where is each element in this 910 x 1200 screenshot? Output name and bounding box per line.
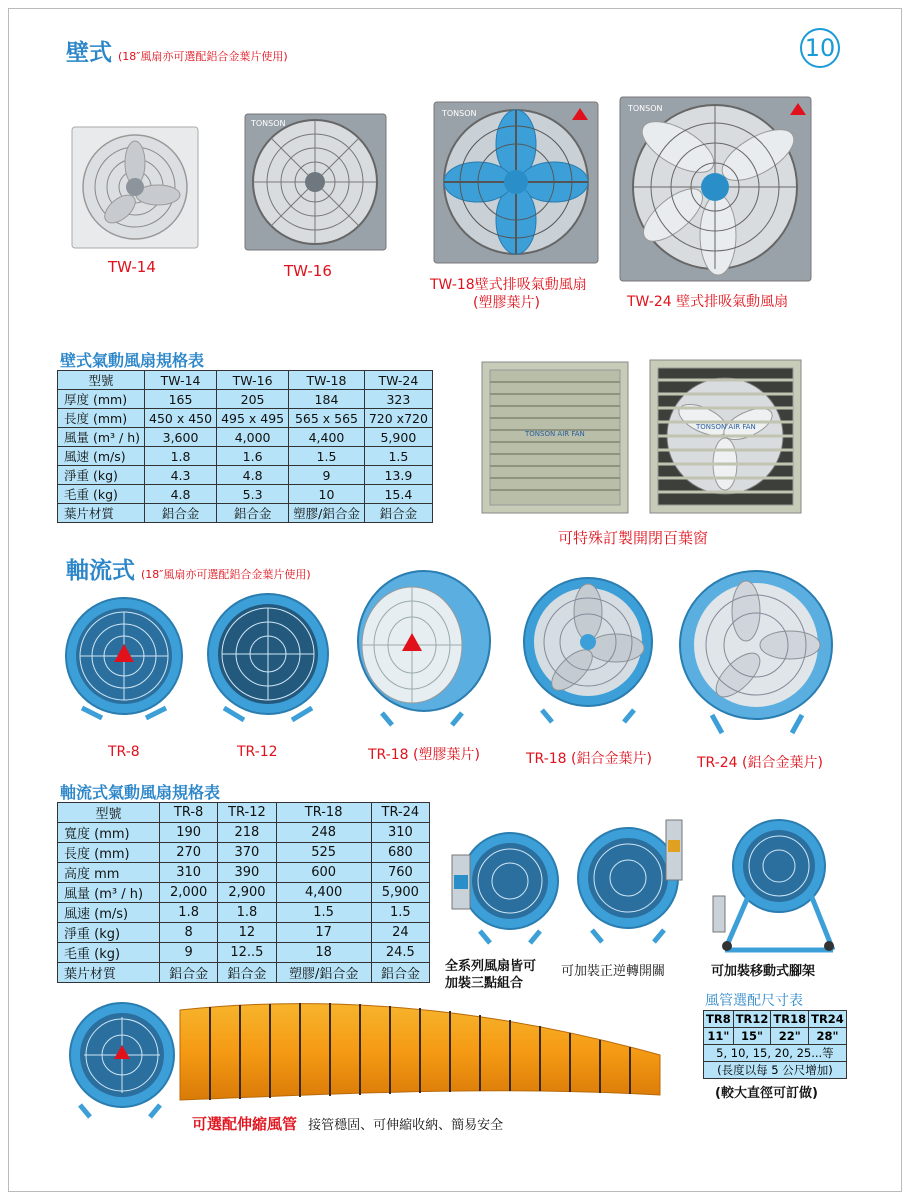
table-cell: 310 [160, 863, 218, 883]
table-row [58, 903, 430, 923]
table-cell: 165 [145, 390, 217, 409]
table-cell: 22" [771, 1028, 809, 1045]
table-cell: 5.3 [217, 485, 289, 504]
table-row [58, 943, 430, 963]
table-header-cell: TW-14 [145, 371, 217, 390]
table-cell: 5, 10, 15, 20, 25...等 [704, 1045, 847, 1062]
table-cell: 600 [276, 863, 371, 883]
table-header-cell: 型號 [58, 803, 160, 823]
wall-section-title [66, 34, 288, 67]
tr-12-caption: TR-12 [237, 744, 278, 760]
axial-table-header-row [58, 803, 430, 823]
axial-section-title [66, 552, 311, 585]
table-cell: 鋁合金 [218, 963, 276, 983]
table-cell: 葉片材質 [58, 504, 145, 523]
table-row [704, 1028, 847, 1045]
table-cell: 24 [371, 923, 429, 943]
table-cell: 鋁合金 [371, 963, 429, 983]
table-cell: 248 [276, 823, 371, 843]
duct-caption-red: 可選配伸縮風管 [192, 1115, 298, 1133]
tw-14-caption: TW-14 [108, 258, 156, 276]
table-cell: 218 [218, 823, 276, 843]
table-cell: 厚度 (mm) [58, 390, 145, 409]
tr-12-fan-image [200, 590, 340, 725]
duct-table-title: 風管選配尺寸表 [705, 993, 803, 1009]
table-cell: 1.5 [371, 903, 429, 923]
table-cell: 風速 (m/s) [58, 903, 160, 923]
table-header-cell: TW-18 [289, 371, 365, 390]
wall-table-title: 壁式氣動風扇規格表 [60, 351, 205, 370]
accessory-caption-1a: 全系列風扇皆可 [445, 959, 537, 974]
table-row [58, 843, 430, 863]
table-cell: 525 [276, 843, 371, 863]
table-cell: 9 [289, 466, 365, 485]
duct-caption-black: 接管穩固、可伸縮收納、簡易安全 [308, 1118, 504, 1133]
table-header-cell: 型號 [58, 371, 145, 390]
louver-caption: 可特殊訂製開閉百葉窗 [558, 529, 709, 547]
table-header-cell: TW-24 [364, 371, 432, 390]
table-cell: 風速 (m/s) [58, 447, 145, 466]
table-cell: (長度以每 5 公尺增加) [704, 1062, 847, 1079]
table-cell: TR18 [771, 1011, 809, 1028]
table-cell: 24.5 [371, 943, 429, 963]
tr-24-alu-caption: TR-24 (鋁合金葉片) [697, 755, 823, 771]
table-cell: 4,000 [217, 428, 289, 447]
table-cell: 淨重 (kg) [58, 923, 160, 943]
table-cell: 9 [160, 943, 218, 963]
table-cell: 18 [276, 943, 371, 963]
table-cell: 495 x 495 [217, 409, 289, 428]
table-cell: 寬度 (mm) [58, 823, 160, 843]
table-row [58, 428, 433, 447]
table-cell: 毛重 (kg) [58, 943, 160, 963]
axial-title-text: 軸流式 [66, 558, 135, 584]
louver-closed-image [480, 360, 630, 515]
table-row [704, 1062, 847, 1079]
tw-18-brand: TONSON [442, 109, 477, 118]
table-cell: 鋁合金 [217, 504, 289, 523]
three-point-combo-image [440, 815, 560, 955]
louver-open-image [648, 358, 803, 515]
table-cell: 4,400 [276, 883, 371, 903]
table-cell: 鋁合金 [145, 504, 217, 523]
table-cell: 4.8 [217, 466, 289, 485]
table-cell: 5,900 [364, 428, 432, 447]
table-cell: 淨重 (kg) [58, 466, 145, 485]
wall-spec-table [57, 370, 433, 523]
table-cell: 5,900 [371, 883, 429, 903]
tr-18-plastic-fan-image [352, 565, 497, 730]
table-cell: 8 [160, 923, 218, 943]
tw-18-fan-image [432, 100, 600, 265]
table-cell: 風量 (m³ / h) [58, 883, 160, 903]
table-cell: 鋁合金 [160, 963, 218, 983]
table-row [58, 409, 433, 428]
table-cell: 風量 (m³ / h) [58, 428, 145, 447]
table-cell: 370 [218, 843, 276, 863]
accessory-caption-3: 可加裝移動式腳架 [711, 964, 816, 979]
mobile-stand-image [705, 810, 835, 955]
table-cell: TR8 [704, 1011, 734, 1028]
reversing-switch-image [572, 810, 697, 950]
axial-table-title: 軸流式氣動風扇規格表 [60, 783, 221, 802]
flexible-duct-image [60, 995, 700, 1120]
tr-18-plastic-caption: TR-18 (塑膠葉片) [368, 747, 480, 763]
accessory-caption-2: 可加裝正逆轉開關 [561, 964, 666, 979]
table-cell: 720 x720 [364, 409, 432, 428]
table-cell: 塑膠/鋁合金 [276, 963, 371, 983]
table-row [58, 863, 430, 883]
table-cell: 205 [217, 390, 289, 409]
table-cell: 鋁合金 [364, 504, 432, 523]
table-cell: 184 [289, 390, 365, 409]
table-row [58, 390, 433, 409]
table-cell: 1.8 [145, 447, 217, 466]
table-cell: 760 [371, 863, 429, 883]
table-row [58, 447, 433, 466]
tw-16-caption: TW-16 [284, 262, 332, 280]
table-row [58, 504, 433, 523]
tr-8-caption: TR-8 [108, 744, 140, 760]
table-cell: 190 [160, 823, 218, 843]
table-cell: TR24 [809, 1011, 847, 1028]
table-cell: 長度 (mm) [58, 409, 145, 428]
table-cell: 13.9 [364, 466, 432, 485]
table-cell: 1.5 [289, 447, 365, 466]
table-cell: 1.5 [364, 447, 432, 466]
table-cell: 葉片材質 [58, 963, 160, 983]
table-cell: 323 [364, 390, 432, 409]
table-cell: 28" [809, 1028, 847, 1045]
table-header-cell: TR-12 [218, 803, 276, 823]
table-cell: 390 [218, 863, 276, 883]
table-cell: 2,000 [160, 883, 218, 903]
tw-16-fan-image [243, 112, 388, 252]
tw-24-caption: TW-24 壁式排吸氣動風扇 [627, 294, 789, 310]
wall-title-note: (18″風扇亦可選配鋁合金葉片使用) [118, 50, 288, 63]
table-cell: 450 x 450 [145, 409, 217, 428]
table-header-cell: TR-18 [276, 803, 371, 823]
wall-title-text: 壁式 [66, 40, 112, 66]
table-cell: 1.6 [217, 447, 289, 466]
tr-24-alu-fan-image [672, 565, 840, 740]
louver-label-2: TONSON AIR FAN [696, 423, 756, 431]
table-cell: 2,900 [218, 883, 276, 903]
tw-24-brand: TONSON [628, 104, 663, 113]
table-row [704, 1011, 847, 1028]
table-cell: 15" [733, 1028, 771, 1045]
table-cell: 680 [371, 843, 429, 863]
table-header-cell: TW-16 [217, 371, 289, 390]
tw-18-caption-2: (塑膠葉片) [473, 295, 540, 311]
accessory-caption-1b: 加裝三點組合 [445, 976, 524, 991]
table-row [58, 823, 430, 843]
table-cell: 長度 (mm) [58, 843, 160, 863]
table-cell: 565 x 565 [289, 409, 365, 428]
louver-label-1: TONSON AIR FAN [525, 430, 585, 438]
table-cell: TR12 [733, 1011, 771, 1028]
tw-14-fan-image [70, 125, 200, 250]
tr-8-fan-image [62, 590, 192, 725]
table-cell: 高度 mm [58, 863, 160, 883]
table-cell: 11" [704, 1028, 734, 1045]
table-cell: 310 [371, 823, 429, 843]
table-cell: 12..5 [218, 943, 276, 963]
table-cell: 4.3 [145, 466, 217, 485]
axial-title-note: (18″風扇亦可選配鋁合金葉片使用) [141, 568, 311, 581]
table-cell: 1.5 [276, 903, 371, 923]
table-cell: 毛重 (kg) [58, 485, 145, 504]
wall-table-header-row [58, 371, 433, 390]
table-row [58, 963, 430, 983]
duct-footnote: (較大直徑可訂做) [715, 1086, 818, 1101]
table-row [58, 923, 430, 943]
table-cell: 15.4 [364, 485, 432, 504]
table-cell: 17 [276, 923, 371, 943]
table-cell: 1.8 [160, 903, 218, 923]
tr-18-alu-caption: TR-18 (鋁合金葉片) [526, 751, 652, 767]
table-header-cell: TR-24 [371, 803, 429, 823]
table-row [58, 485, 433, 504]
table-cell: 4,400 [289, 428, 365, 447]
table-row [704, 1045, 847, 1062]
tr-18-alu-fan-image [512, 572, 662, 727]
page-number: 10 [800, 28, 840, 68]
table-cell: 1.8 [218, 903, 276, 923]
table-cell: 塑膠/鋁合金 [289, 504, 365, 523]
table-cell: 10 [289, 485, 365, 504]
tw-16-brand: TONSON [251, 119, 286, 128]
table-cell: 270 [160, 843, 218, 863]
table-row [58, 466, 433, 485]
table-row [58, 883, 430, 903]
duct-size-table [703, 1010, 847, 1079]
axial-spec-table [57, 802, 430, 983]
table-cell: 3,600 [145, 428, 217, 447]
duct-caption [192, 1113, 503, 1134]
table-header-cell: TR-8 [160, 803, 218, 823]
tw-24-fan-image [618, 95, 813, 283]
table-cell: 4.8 [145, 485, 217, 504]
tw-18-caption: TW-18壁式排吸氣動風扇 [430, 277, 587, 293]
table-cell: 12 [218, 923, 276, 943]
